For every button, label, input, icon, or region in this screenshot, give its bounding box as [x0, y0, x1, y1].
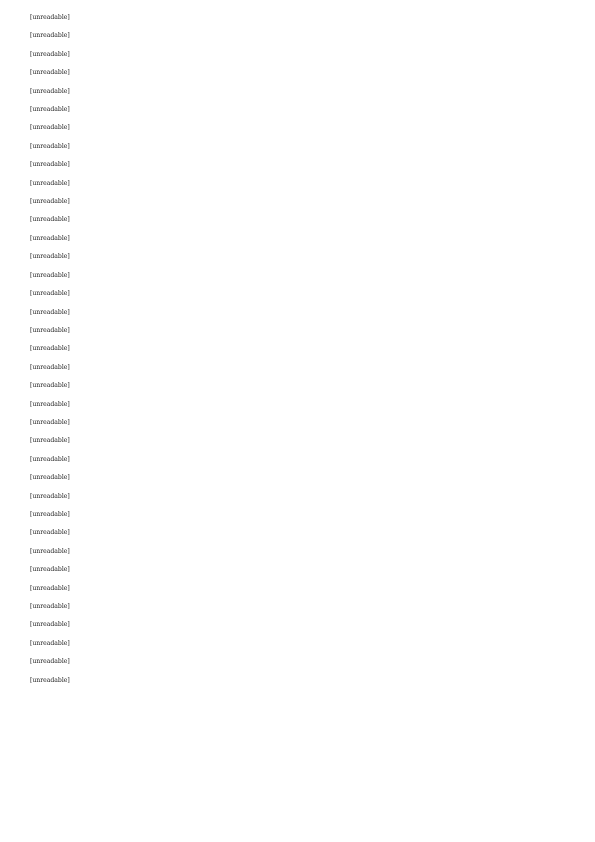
- paragraph: [unreadable]: [30, 308, 70, 316]
- paragraph: [unreadable]: [30, 382, 70, 390]
- paragraph: [unreadable]: [30, 474, 70, 482]
- paragraph: [unreadable]: [30, 14, 70, 21]
- paragraph: [unreadable]: [30, 603, 70, 610]
- paragraph: [unreadable]: [30, 124, 70, 132]
- paragraph: [unreadable]: [30, 492, 70, 500]
- paragraph: [unreadable]: [30, 32, 70, 40]
- paragraph: [unreadable]: [30, 87, 70, 95]
- paragraph: [unreadable]: [30, 198, 70, 206]
- paragraph: [unreadable]: [30, 418, 70, 426]
- paragraph: [unreadable]: [30, 326, 70, 334]
- paragraph: [unreadable]: [30, 345, 70, 353]
- paragraph: [unreadable]: [30, 510, 70, 518]
- paragraph: [unreadable]: [30, 271, 70, 279]
- paragraph: [unreadable]: [30, 253, 70, 261]
- paragraph: [unreadable]: [30, 437, 70, 445]
- paragraph: [unreadable]: [30, 234, 70, 242]
- paragraph: [unreadable]: [30, 179, 70, 187]
- paragraph: [unreadable]: [30, 584, 70, 592]
- paragraph: [unreadable]: [30, 69, 70, 77]
- paragraph: [unreadable]: [30, 676, 70, 684]
- paragraph: [unreadable]: [30, 50, 70, 58]
- paragraph: [unreadable]: [30, 161, 70, 169]
- paragraph: [unreadable]: [30, 658, 70, 666]
- paragraph: [unreadable]: [30, 529, 70, 537]
- paragraph: [unreadable]: [30, 216, 70, 224]
- paragraph: [unreadable]: [30, 363, 70, 371]
- paragraph: [unreadable]: [30, 455, 70, 463]
- paragraph: [unreadable]: [30, 400, 70, 408]
- paragraph: [unreadable]: [30, 106, 70, 114]
- paragraph: [unreadable]: [30, 566, 70, 574]
- paragraph: [unreadable]: [30, 142, 70, 150]
- paragraph: [unreadable]: [30, 290, 70, 298]
- paragraph: [unreadable]: [30, 547, 70, 555]
- paragraph: [unreadable]: [30, 621, 70, 629]
- paragraph: [unreadable]: [30, 639, 70, 647]
